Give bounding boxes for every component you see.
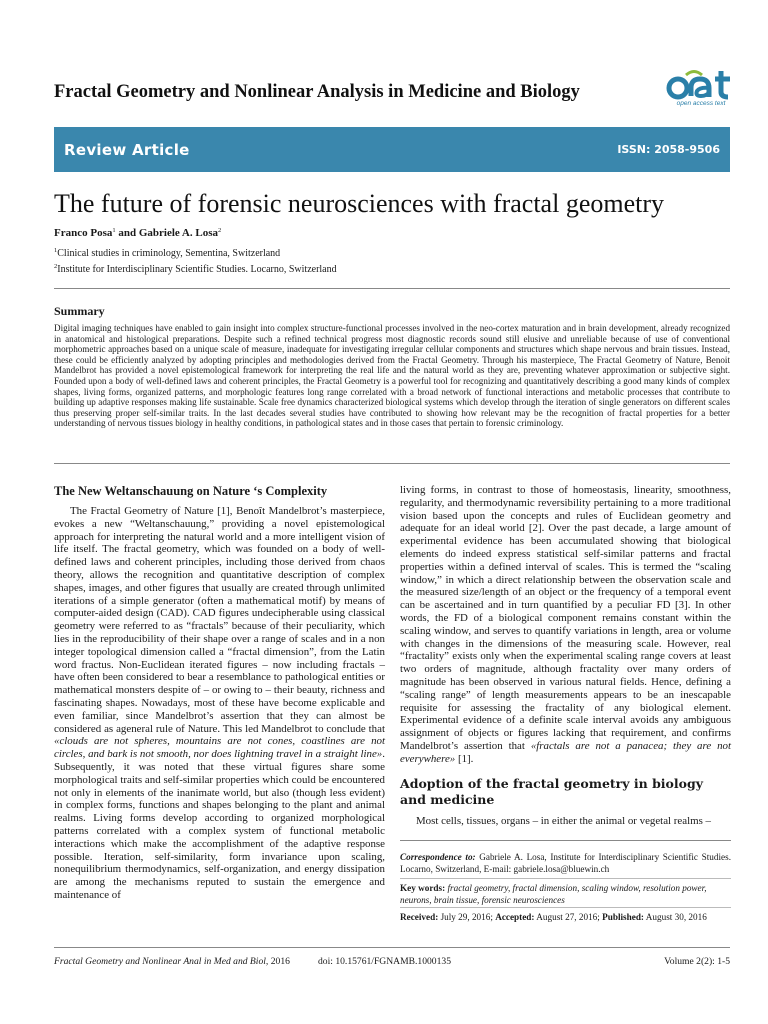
affiliation-2 [54,263,337,275]
author-name: Franco Posa [54,227,113,239]
divider [54,463,730,464]
logo-tagline: open access text [676,100,726,107]
dates [400,912,731,922]
issn-label: ISSN: 2058-9506 [617,143,720,156]
received-date: July 29, 2016; [438,912,496,922]
author-name: Gabriele A. Losa [138,227,218,239]
quote: «clouds are not spheres, mountains are not cones, coastlines are not circles, and bark is not smooth, nor does lightning travel in a straight line» [54,735,385,761]
keywords-label: Key words: [400,883,446,893]
accepted-label: Accepted: [495,912,535,922]
footer-journal [54,956,290,967]
author-line [54,227,221,239]
keywords [400,883,731,906]
left-column [54,505,385,902]
keywords-text: fractal geometry, fractal dimension, scaling window, resolution power, neurons, brain tissue, forensic neurosciences [400,883,707,905]
divider [400,878,731,879]
author-separator: and [115,227,139,239]
affiliation-1 [54,247,280,259]
footer-volume: Volume 2(2): 1-5 [664,956,730,967]
quote: «fractals are not a panacea; they are not everywhere» [400,739,731,765]
accepted-date: August 27, 2016; [534,912,603,922]
published-date: August 30, 2016 [644,912,707,922]
paragraph [400,484,731,766]
divider [54,288,730,289]
received-label: Received: [400,912,439,922]
divider [54,947,730,948]
paragraph [54,505,385,902]
correspondence-text: Gabriele A. Losa, Institute for Interdisciplinary Scientific Studies. Locarno, Switzerland, E-mail: gabriele.losa@bluewin.ch [400,852,732,874]
summary-body: Digital imaging techniques have enabled to gain insight into complex structure-functional processes involved in the neo-cortex maturation and in brain development, already recognized in anatomical and histological preparations. Despite such a refined technical progress most diagnostic records sound still elusive and unreliable because of use of conventional morphometric approaches based on a unique scale of measure, inadequate for investigating irregular cellular components and structures which shape nervous and brain tissues. Instead, these could be efficiently analyzed by adopting principles and methodologies derived from the Fractal Geometry. Through his masterpiece, The Fractal Geometry of Nature, Benoit Mandelbrot has provided a novel epistemological framework for interpreting the real life and the natural world as they are, preventing whatever approximation or subjective sight. Founded upon a body of well-defined laws and coherent principles, the Fractal Geometry is a powerful tool for recognizing and quantitatively describing a good many kinds of complex shapes, living forms, organized patterns, and morphologic features long range correlated with a broad network of functional interactions and metabolic processes that contribute to building up adaptive responses making life sustainable. Scale free dynamics characterized biological systems which develop through the iteration of single generators on different scales thus preserving proper self-similar traits. In the last decades several studies have contributed to showing how relevant may be the recognition of fractal properties for a better understanding of nervous tissues biology in healthy conditions, in pathological states and in those cases that pertain to forensic criminology. [54,323,730,429]
summary-heading: Summary [54,304,105,318]
affiliation-text: Clinical studies in criminology, Sementina, Switzerland [57,248,281,259]
paragraph-text: . Subsequently, it was noted that these virtual figures share some morphological traits and self-similar properties which could be encountered not only in elements of the inanimate world, but also (though less evident) in complex forms, functions and shapes belonging to the plant and animal realms. Living forms develop according to organized morphological patterns correlated with a complex system of functional metabolic interactions which make the accomplishment of the adaptive response possible. Iteration, self-similarity, form invariance upon scaling, nonequilibrium thermodynamics, self-organization, and energy dissipation are among the mechanisms reputed to sustain the emergence and maintenance of [54,748,385,901]
published-label: Published: [602,912,644,922]
divider [400,907,731,908]
affil-sup: 2 [54,263,58,270]
article-type-label: Review Article [64,140,190,159]
paragraph: Most cells, tissues, organs – in either the animal or vegetal realms – [416,815,711,827]
section-heading: The New Weltanschauung on Nature ‘s Complexity [54,484,328,498]
journal-title: Fractal Geometry and Nonlinear Analysis in Medicine and Biology [54,82,580,102]
article-title: The future of forensic neurosciences with fractal geometry [54,189,665,218]
divider [400,840,731,841]
section-heading: Adoption of the fractal geometry in biology and medicine [400,776,703,807]
affil-sup: 1 [54,247,58,254]
paragraph-text: [1]. [455,752,474,765]
footer-journal-name: Fractal Geometry and Nonlinear Anal in Med and Biol, [54,956,269,967]
footer-doi: doi: 10.15761/FGNAMB.1000135 [318,956,451,967]
correspondence-label: Correspondence to: [400,852,476,862]
paragraph-text: The Fractal Geometry of Nature [1], Benoît Mandelbrot’s masterpiece, evokes a new “Weltanschauung,” providing a novel epistemological approach for interpreting the natural world and a more intelligent vision of life itself. The fractal geometry, which was founded on a body of well-defined laws and coherent principles, including those derived from chaos theory, allows the recognition and quantitative description of complex shapes, images, and other figures that usually are created through unlimited iterations of a simple generator (often a mathematical motif) by means of computer-aided design (CAD). CAD figures undecipherable using classical geometry were referred to as “fractals” because of their peculiarity, which lies in the reproducibility of their shape over a range of scales and in a non integer topological dimension called a “fractal dimension”, from the Latin word fractus. Non-Euclidean iterated figures – now including fractals – have often been considered to bear a resemblance to pathological entities or mathematical monsters despite of – or owing to – their beauty, richness and fascinating shapes. Nowadays, most of these have become explicable and even familiar, since Mandelbrot’s assertion that they can almost be considered as ageneral rule of Nature. This led Mandelbrot to conclude that [54,505,385,735]
affiliation-text: Institute for Interdisciplinary Scientific Studies. Locarno, Switzerland [57,264,337,275]
paragraph-text: living forms, in contrast to those of homeostasis, linearity, smoothness, regularity, and thermodynamic reversibility pertaining to a more traditional vision based upon the concepts and rules of Euclidean geometry and adequate for an ideal world [2]. Over the past decade, a large amount of experimental evidence has been accumulated showing that biological elements do indeed express statistical self-similar patterns and fractal properties within a defined interval of scales. This is termed the “scaling window,” in which a direct relationship between the observation scale and the measured size/length of an object or the frequency of a temporal event can be ascertained and in turn quantified by a peculiar FD [3]. In other words, the FD of a biological component remains constant within the scaling window, and serves to quantify variations in length, area or volume with changes in the dimensions of the measuring scale. However, real “fractality” exists only when the experimental scaling range covers at least two orders of magnitude, although fractality over many orders of magnitude has been observed in various natural fields. Hence, defining a “scaling range” of length measurements appears to be an inescapable requisite for assessing the fractality of any biological element. Experimental evidence of a definite scale interval avoids any ambiguous assignment of objects or figures lacking that requirement, and confirms Mandelbrot’s assertion that [400,484,731,752]
author-sup: 2 [218,227,222,234]
correspondence [400,852,731,875]
article-type-banner [54,127,730,172]
footer-year: 2016 [268,956,290,967]
author-sup: 1 [112,227,116,234]
right-column [400,484,731,766]
